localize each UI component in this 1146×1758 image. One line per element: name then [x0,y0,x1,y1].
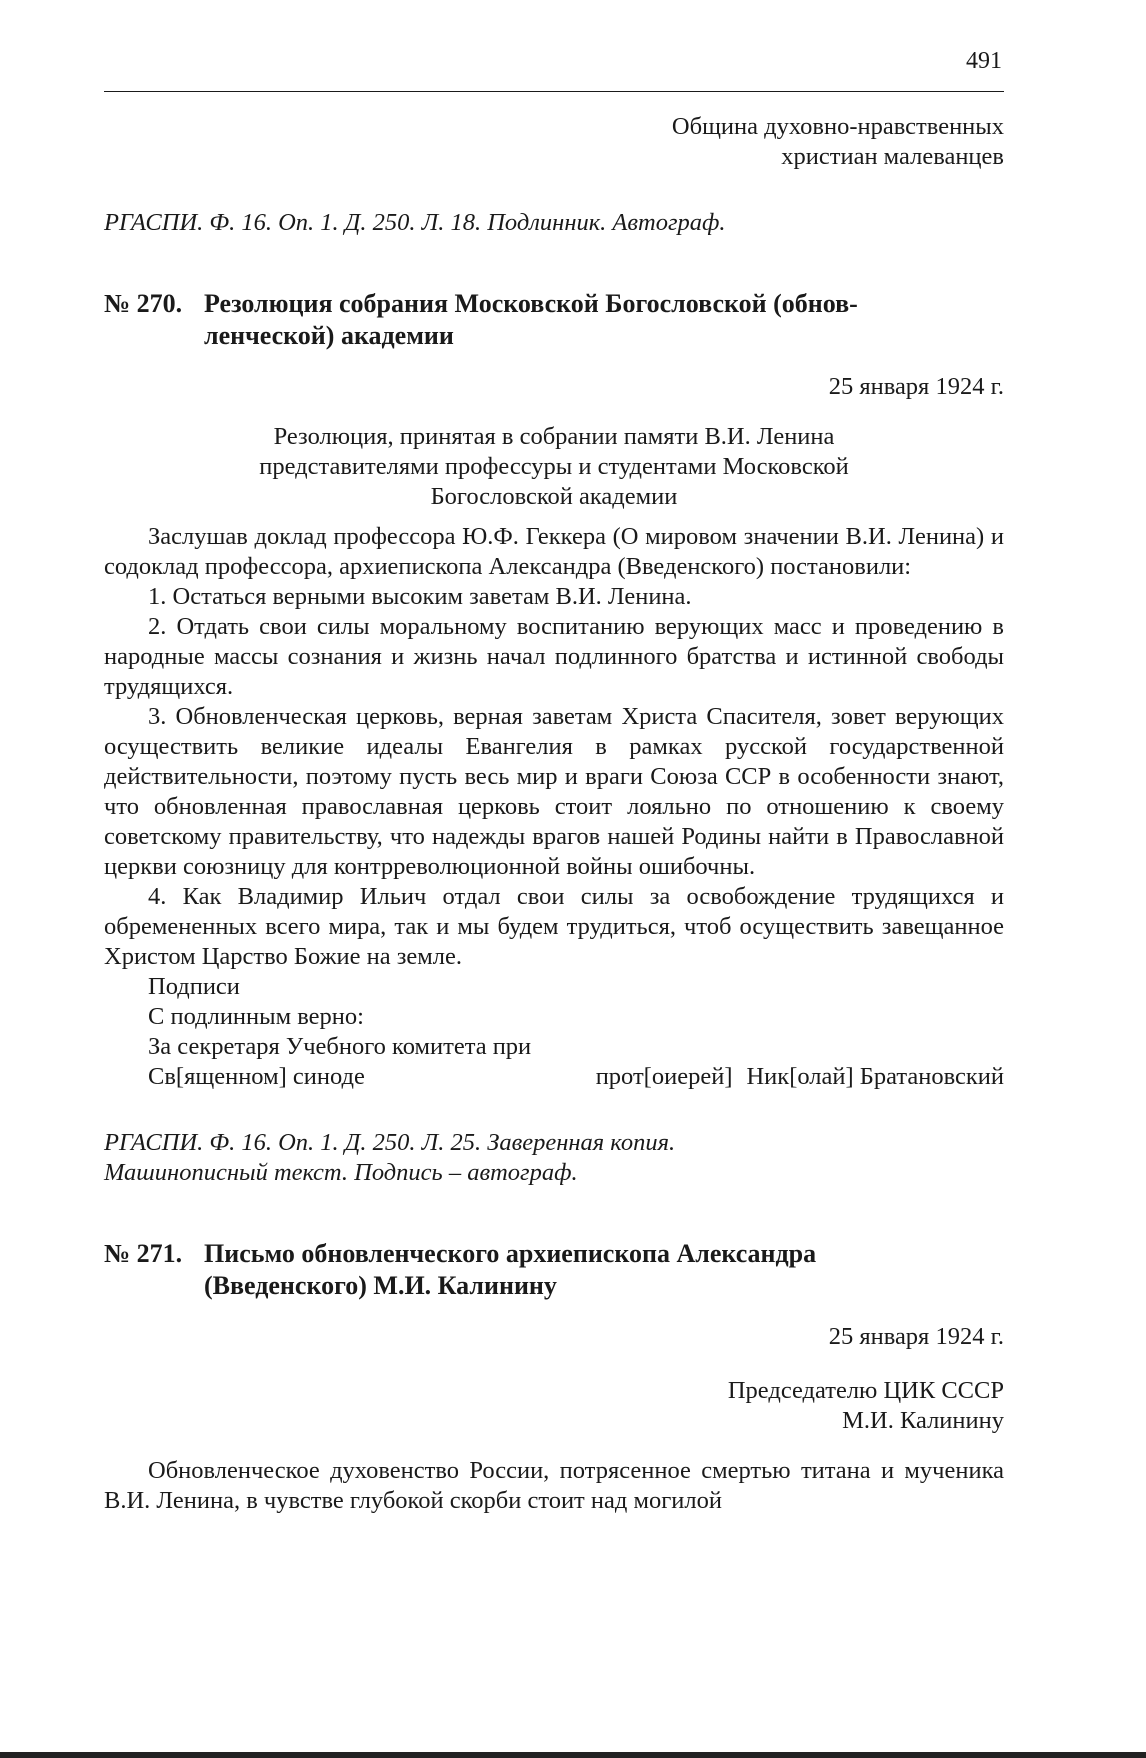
doc270-date: 25 января 1924 г. [828,373,1004,400]
doc271-paragraph: Обновленческое духовенство России, потрясенное смертью титана и мученика В.И. Ленина, в чувстве глубокой скорби стоит над могилой [104,1457,1004,1514]
doc270-paragraph: Заслушав доклад профессора Ю.Ф. Геккера (О мировом значении В.И. Ленина) и содоклад профессора, архиепископа Александра (Введенского) постановили: [104,523,1004,580]
doc270-paragraph: 2. Отдать свои силы моральному воспитанию верующих масс и проведению в народные массы сознания и жизнь начал подлинного братства и истинной свободы трудящихся. [104,613,1004,700]
header-rule [104,91,1004,92]
doc270-archive-line1: РГАСПИ. Ф. 16. Оп. 1. Д. 250. Л. 25. Заверенная копия. [104,1129,676,1156]
prev-archive-ref: РГАСПИ. Ф. 16. Оп. 1. Д. 250. Л. 18. Подлинник. Автограф. [104,209,726,236]
doc270-paragraph: 3. Обновленческая церковь, верная заветам Христа Спасителя, зовет верующих осуществить великие идеалы Евангелия в рамках русской государственной действительности, поэтому пусть весь мир и враги Союза ССР в особенности знают, что обновленная православная церковь стоит лояльно по отношению к своему советскому правительству, что надежды врагов нашей Родины найти в Православной церкви союзницу для контрреволюционной войны ошибочны. [104,703,1004,880]
doc271-date: 25 января 1924 г. [828,1323,1004,1350]
doc270-paragraph: 1. Остаться верными высоким заветам В.И. Ленина. [148,583,692,610]
signatory [596,1062,1004,1092]
doc270-title-line2: ленческой) академии [204,321,454,350]
doc270-title-line1: Резолюция собрания Московской Богословской (обнов- [204,289,858,318]
prev-signature-line2: христиан малеванцев [781,143,1004,170]
doc270-number: № 270. [104,289,183,318]
doc271-addressee-line1: Председателю ЦИК СССР [727,1377,1004,1404]
page-number: 491 [966,48,1002,74]
prev-signature-line1: Община духовно-нравственных [671,113,1004,140]
certified-label: С подлинным верно: [148,1003,364,1030]
doc270-body [104,522,1004,972]
doc270-subtitle-line3: Богословской академии [430,483,678,510]
doc270-subtitle-line2: представителями профессуры и студентами Московской [259,453,849,480]
signatures-label: Подписи [148,973,240,1000]
doc270-archive-line2: Машинописный текст. Подпись – автограф. [104,1159,578,1186]
page-content [104,110,1004,1516]
prev-signature [104,112,1004,172]
doc270-archive-ref [104,1128,1004,1188]
doc271-title-line1: Письмо обновленческого архиепископа Александра [204,1239,817,1268]
doc270-subtitle-line1: Резолюция, принятая в собрании памяти В.И. Ленина [273,423,835,450]
signature-row [104,1062,1004,1092]
doc270-signatures [104,972,1004,1092]
bottom-edge [0,1752,1146,1758]
doc271-addressee [104,1376,1004,1436]
doc270-subtitle [104,422,1004,512]
doc271-heading [104,1238,1004,1302]
doc270-paragraph: 4. Как Владимир Ильич отдал свои силы за освобождение трудящихся и обремененных всего мира, так и мы будем трудиться, чтоб осуществить завещанное Христом Царство Божие на земле. [104,883,1004,970]
doc271-addressee-line2: М.И. Калинину [842,1407,1004,1434]
synod-text: Св[ященном] синоде [148,1063,365,1090]
doc270-heading [104,288,1004,352]
doc271-title-line2: (Введенского) М.И. Калинину [204,1271,557,1300]
doc271-number: № 271. [104,1239,183,1268]
priest-name: Ник[олай] Братановский [746,1063,1004,1090]
secretary-line: За секретаря Учебного комитета при [148,1033,532,1060]
priest-title: прот[оиерей] [595,1063,733,1090]
